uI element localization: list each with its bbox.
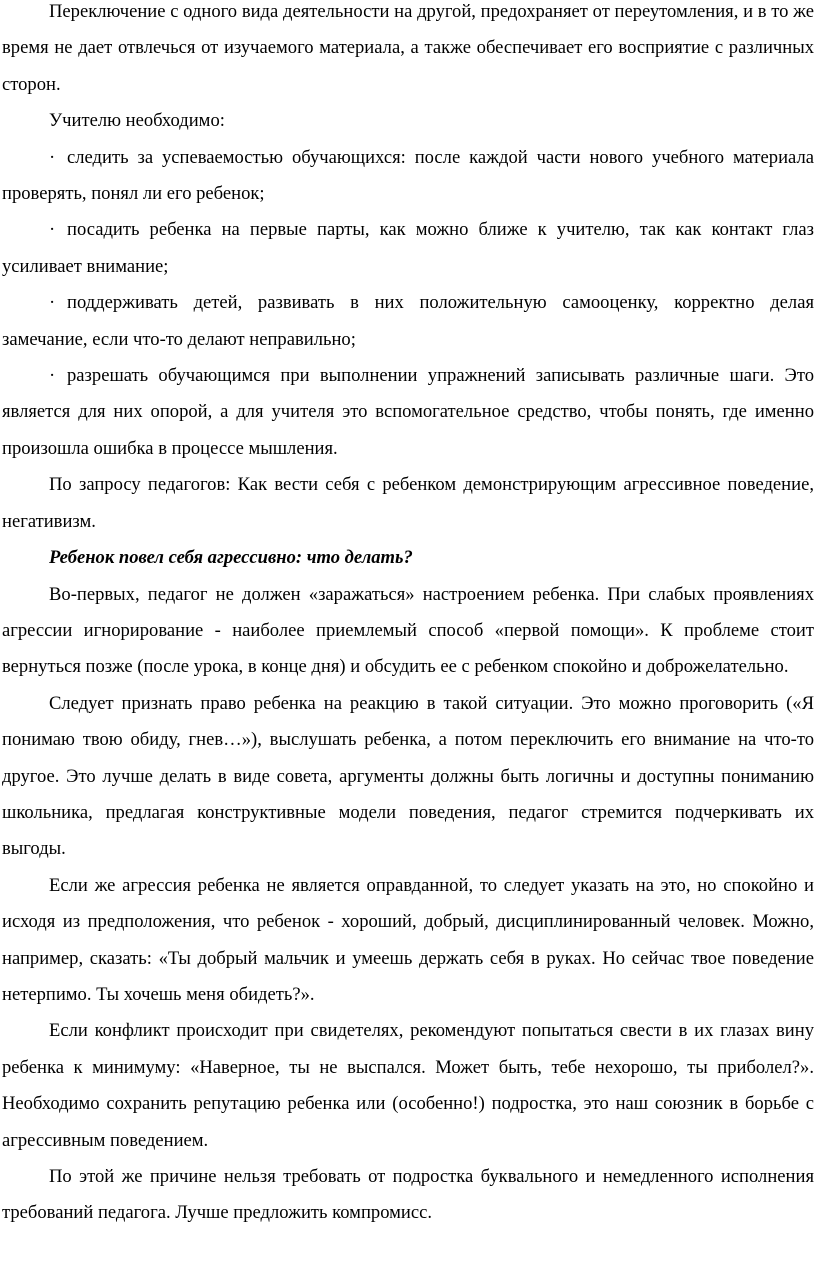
bullet-text: поддерживать детей, развивать в них положительную самооценку, корректно делая замечание, если что-то делают неправильно; — [2, 292, 814, 350]
body-paragraph: Если же агрессия ребенка не является оправданной, то следует указать на это, но спокойно и исходя из предположения, что ребенок - хороший, добрый, дисциплинированный человек. Можно, например, сказать: «Ты добрый мальчик и умеешь держать себя в руках. Но сейчас твое поведение нетерпимо. Ты хочешь меня обидеть?». — [2, 874, 814, 1005]
request-paragraph: По запросу педагогов: Как вести себя с ребенком демонстрирующим агрессивное поведение, негативизм. — [2, 474, 814, 532]
bullet-item — [2, 212, 814, 285]
bullet-item — [2, 285, 814, 358]
section-heading: Ребенок повел себя агрессивно: что делать? — [49, 547, 413, 569]
bullet-text: следить за успеваемостью обучающихся: после каждой части нового учебного материала проверять, понял ли его ребенок; — [2, 146, 814, 205]
bullet-marker: · — [49, 219, 56, 241]
body-paragraph: Следует признать право ребенка на реакцию в такой ситуации. Это можно проговорить («Я понимаю твою обиду, гнев…»), выслушать ребенка, а потом переключить его внимание на что-то другое. Это лучше делать в виде совета, аргументы должны быть логичны и доступны пониманию школьника, предлагая конструктивные модели поведения, педагог стремится подчеркивать их выгоды. — [2, 692, 814, 860]
body-paragraph: Если конфликт происходит при свидетелях, рекомендуют попытаться свести в их глазах вину ребенка к минимуму: «Наверное, ты не выспался. Может быть, тебе нехорошо, ты приболел?». Необходимо сохранить репутацию ребенка или (особенно!) подростка, это наш союзник в борьбе с агрессивным поведением. — [2, 1020, 814, 1151]
body-paragraph: Во-первых, педагог не должен «заражаться» настроением ребенка. При слабых проявлениях агрессии игнорирование - наиболее приемлемый способ «первой помощи». К проблеме стоит вернуться позже (после урока, в конце дня) и обсудить ее с ребенком спокойно и доброжелательно. — [2, 583, 814, 678]
bullet-item — [2, 140, 814, 213]
bullet-text: посадить ребенка на первые парты, как можно ближе к учителю, так как контакт глаз усиливает внимание; — [2, 219, 814, 277]
body-paragraph: По этой же причине нельзя требовать от подростка буквального и немедленного исполнения требований педагога. Лучше предложить компромисс. — [2, 1166, 814, 1224]
bullet-marker: · — [49, 365, 56, 387]
bullet-marker: · — [49, 146, 56, 168]
teacher-needs-paragraph: Учителю необходимо: — [49, 110, 225, 132]
bullet-text: разрешать обучающимся при выполнении упражнений записывать различные шаги. Это является для них опорой, а для учителя это вспомогательное средство, чтобы понять, где именно произошла ошибка в процессе мышления. — [2, 365, 814, 459]
intro-paragraph: Переключение с одного вида деятельности на другой, предохраняет от переутомления, и в то же время не дает отвлечься от изучаемого материала, а также обеспечивает его восприятие с различных сторон. — [2, 1, 814, 95]
bullet-item — [2, 358, 814, 467]
bullet-marker: · — [49, 292, 56, 314]
